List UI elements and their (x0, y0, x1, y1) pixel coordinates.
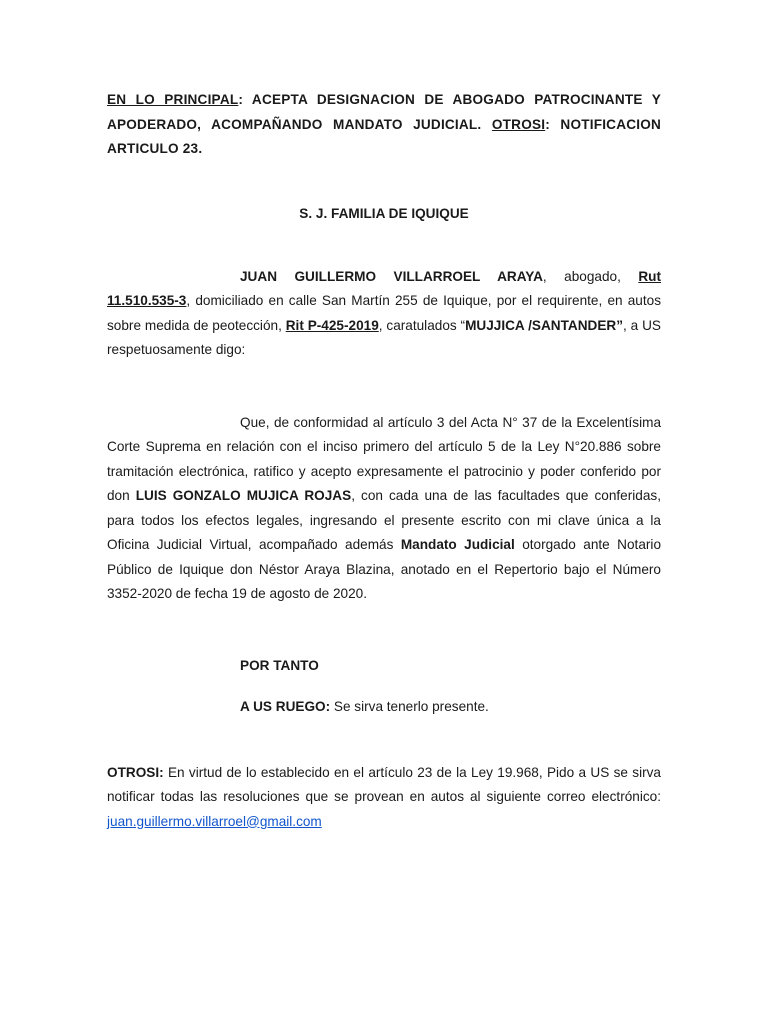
case-caratula: MUJJICA /SANTANDER” (465, 317, 624, 333)
otrosi-label: OTROSI: (107, 764, 164, 780)
intro-paragraph (107, 265, 661, 363)
intro-text-3: , caratulados “ (378, 317, 466, 333)
body-text-2: , con cada una de las facultades que conferidas, para todos los efectos legales, ingresando el presente escrito con mi clave única a la Oficina Judicial Virtual, acompañado además (107, 488, 661, 552)
por-tanto: POR TANTO (240, 657, 319, 673)
case-rit: Rit P-425-2019 (285, 317, 379, 333)
email-link[interactable]: juan.guillermo.villarroel@gmail.com (107, 813, 322, 829)
body-paragraph (107, 411, 661, 607)
body-text-1: Que, de conformidad al artículo 3 del Acta N° 37 de la Excelentísima Corte Suprema en relación con el inciso primero del artículo 5 de la Ley N°20.886 sobre tramitación electrónica, ratifico y acepto expresamente el patrocinio y poder conferido por don (107, 414, 661, 503)
ruego-text: Se sirva tenerlo presente. (330, 698, 489, 714)
ruego-label: A US RUEGO: (240, 698, 331, 714)
intro-text-1: , abogado, (542, 268, 639, 284)
heading-otrosi-label: OTROSI (491, 116, 546, 132)
document-page (107, 88, 661, 834)
court-title: S. J. FAMILIA DE IQUIQUE (299, 205, 469, 221)
document-heading (107, 88, 661, 162)
mandato-judicial: Mandato Judicial (400, 537, 515, 552)
intro-text-2: , domiciliado en calle San Martín 255 de Iquique, por el requirente, en autos sobre medida de peotección, (107, 293, 661, 333)
lawyer-rut: Rut 11.510.535-3 (107, 268, 661, 308)
otrosi-paragraph (107, 761, 661, 835)
principal-label: EN LO PRINCIPAL (107, 92, 239, 107)
body-text-3: otorgado ante Notario Público de Iquique don Néstor Araya Blazina, anotado en el Repertorio bajo el Número 3352-2020 de fecha 19 de agosto de 2020. (107, 537, 661, 601)
client-name: LUIS GONZALO MUJICA ROJAS (135, 488, 352, 503)
ruego-line (107, 695, 661, 719)
heading-otrosi-text: : NOTIFICACION ARTICULO 23. (107, 116, 661, 156)
otrosi-text: En virtud de lo establecido en el artículo 23 de la Ley 19.968, Pido a US se sirva notificar todas las resoluciones que se provean en autos al siguiente correo electrónico: (107, 764, 661, 804)
intro-text-4: , a US respetuosamente digo: (107, 317, 661, 357)
lawyer-name: JUAN GUILLERMO VILLARROEL ARAYA (240, 268, 543, 284)
principal-text: : ACEPTA DESIGNACION DE ABOGADO PATROCINANTE Y APODERADO, ACOMPAÑANDO MANDATO JUDICIAL. (107, 92, 661, 132)
